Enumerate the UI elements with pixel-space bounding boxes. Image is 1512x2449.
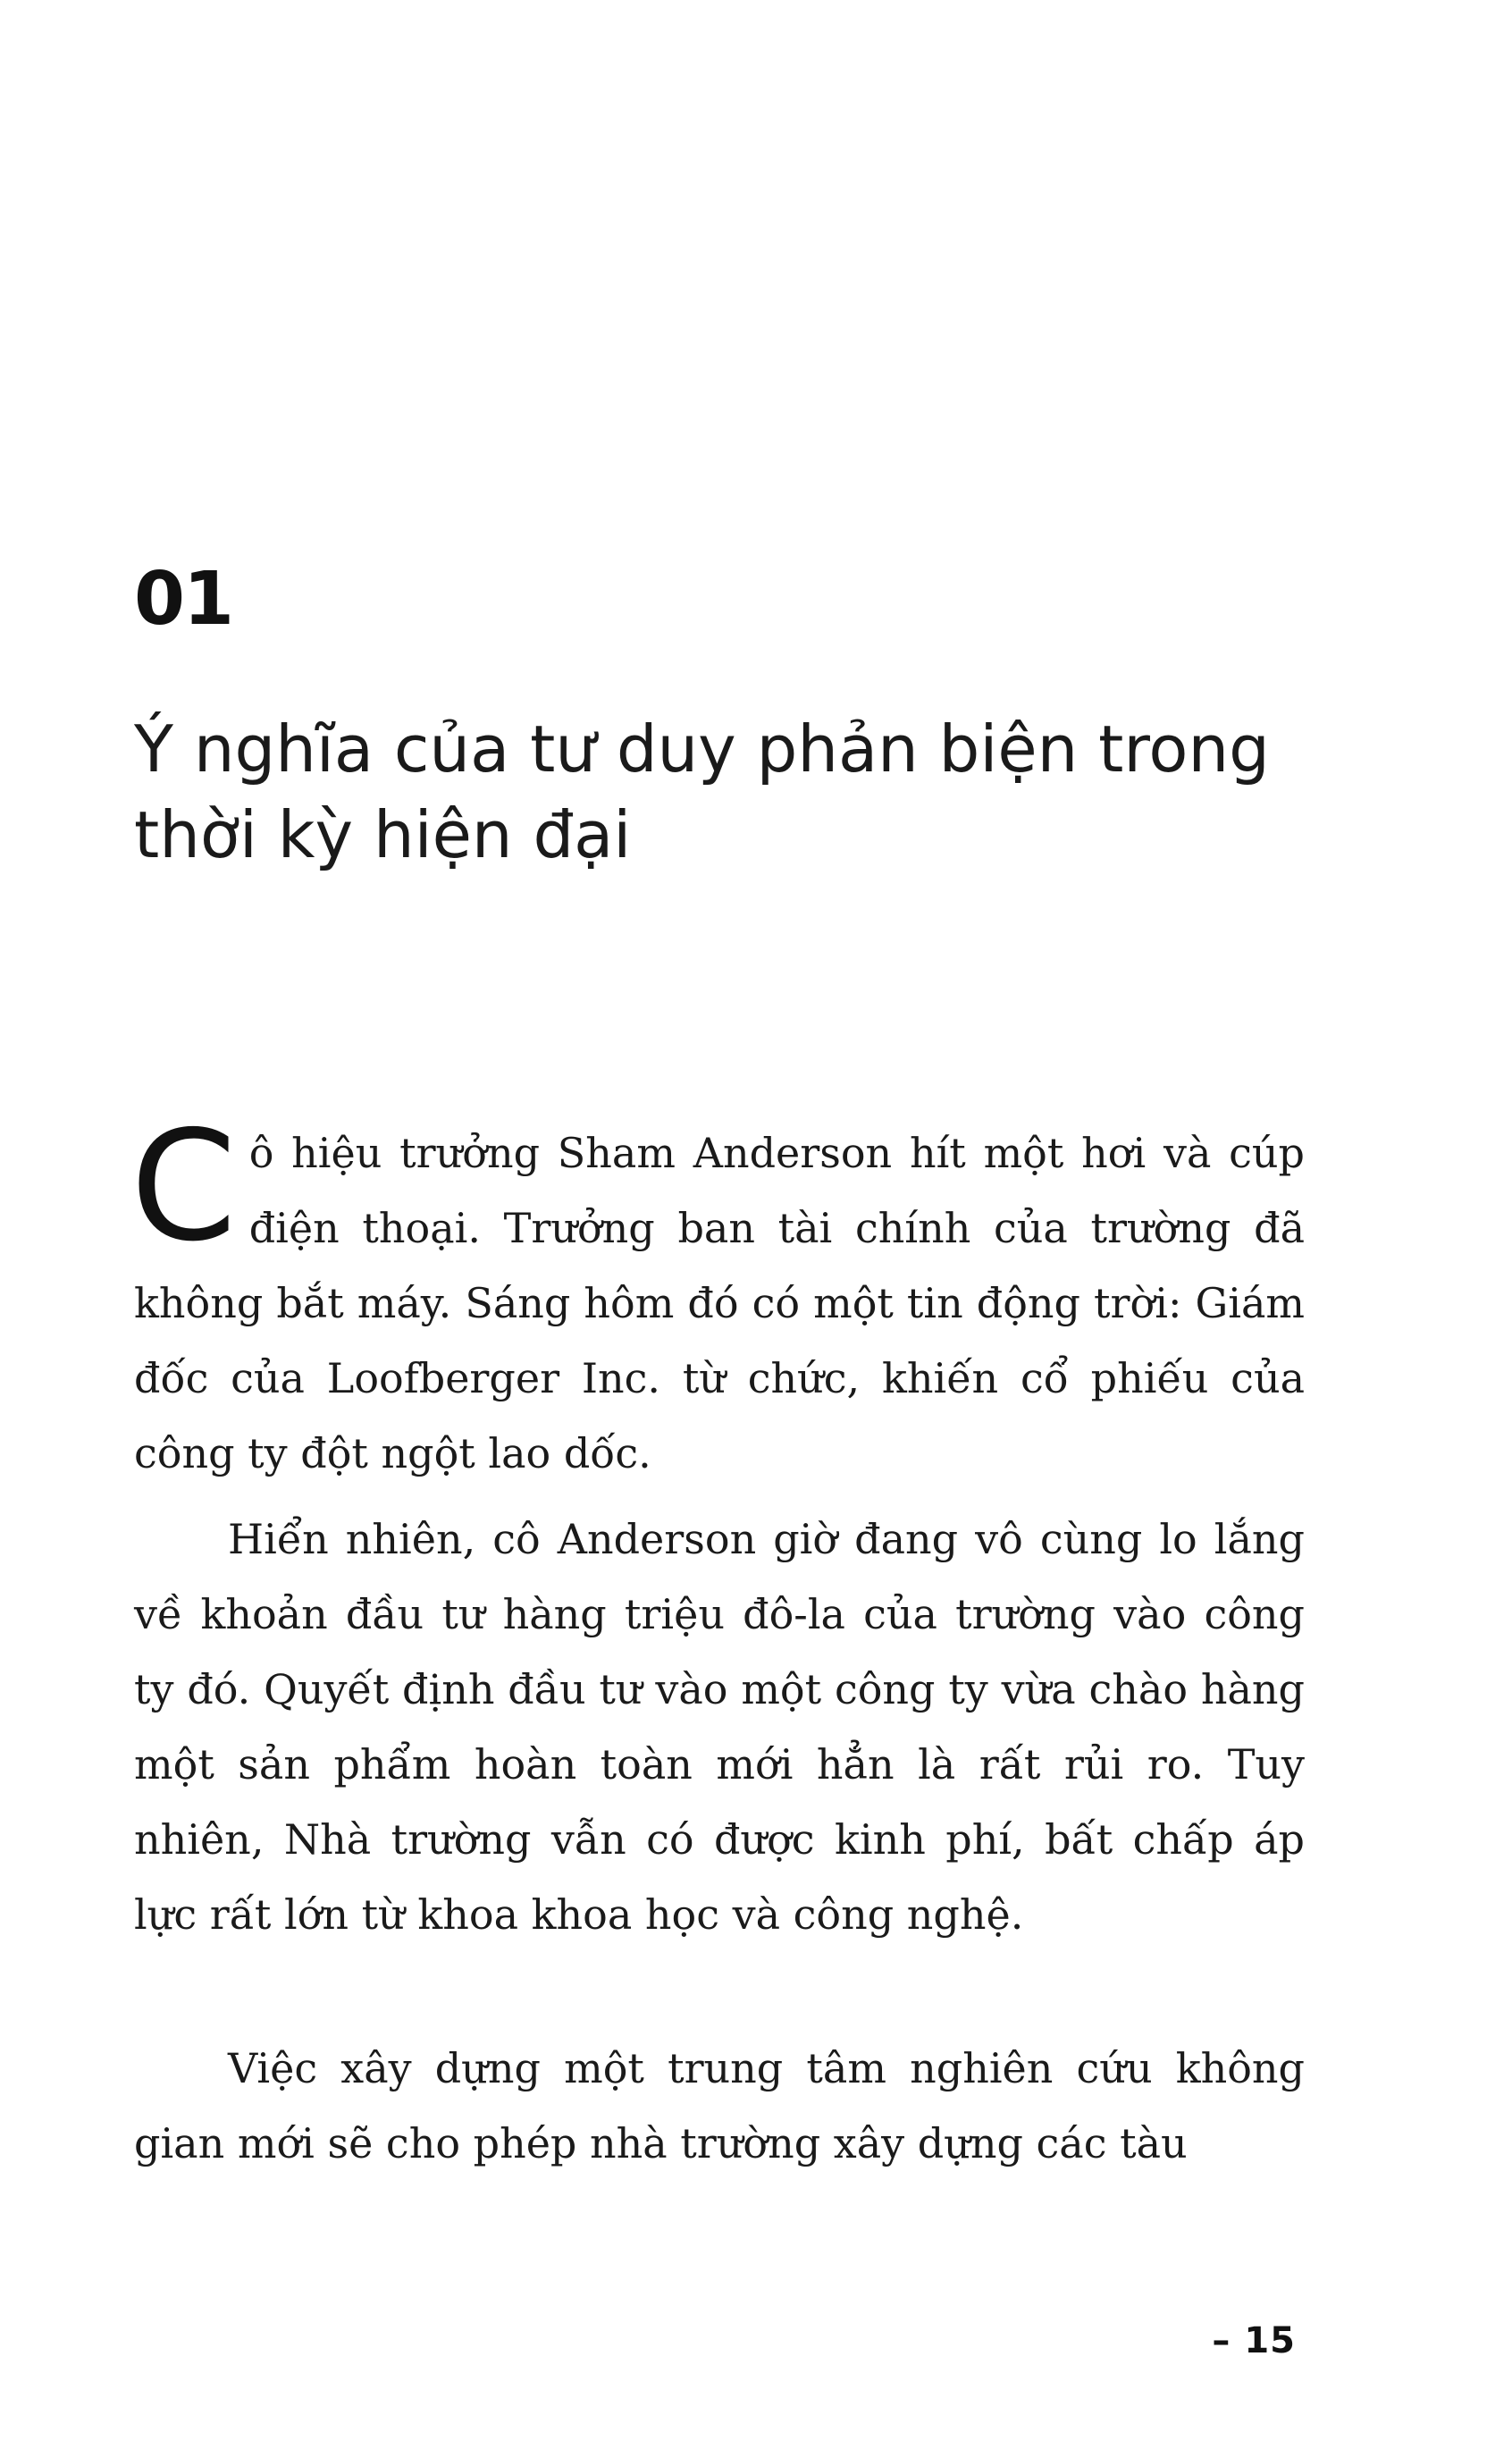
drop-cap: C: [130, 1098, 237, 1275]
page-number: – 15: [1212, 2320, 1296, 2361]
body-paragraph-2: Hiển nhiên, cô Anderson giờ đang vô cùng lo lắng về khoản đầu tư hàng triệu đô-la của trường vào công ty đó. Quyết định đầu tư vào một công ty vừa chào hàng một sản phẩm hoàn toàn mới hẳn là rất rủi ro. Tuy nhiên, Nhà trường vẫn có được kinh phí, bất chấp áp lực rất lớn từ khoa khoa học và công nghệ.: [134, 1515, 1305, 1939]
paragraph-1-text: ô hiệu trưởng Sham Anderson hít một hơi và cúp điện thoại. Trưởng ban tài chính của trường đã không bắt máy. Sáng hôm đó có một tin động trời: Giám đốc của Loofberger Inc. từ chức, khiến cổ phiếu của công ty đột ngột lao dốc.: [134, 1129, 1305, 1477]
chapter-title: Ý nghĩa của tư duy phản biện trong thời kỳ hiện đại: [134, 711, 1270, 872]
chapter-number: 01: [134, 557, 233, 642]
body-paragraph-1: [130, 1098, 1305, 1491]
body-paragraph-3: Việc xây dựng một trung tâm nghiên cứu không gian mới sẽ cho phép nhà trường xây dựng các tàu: [134, 2044, 1305, 2167]
